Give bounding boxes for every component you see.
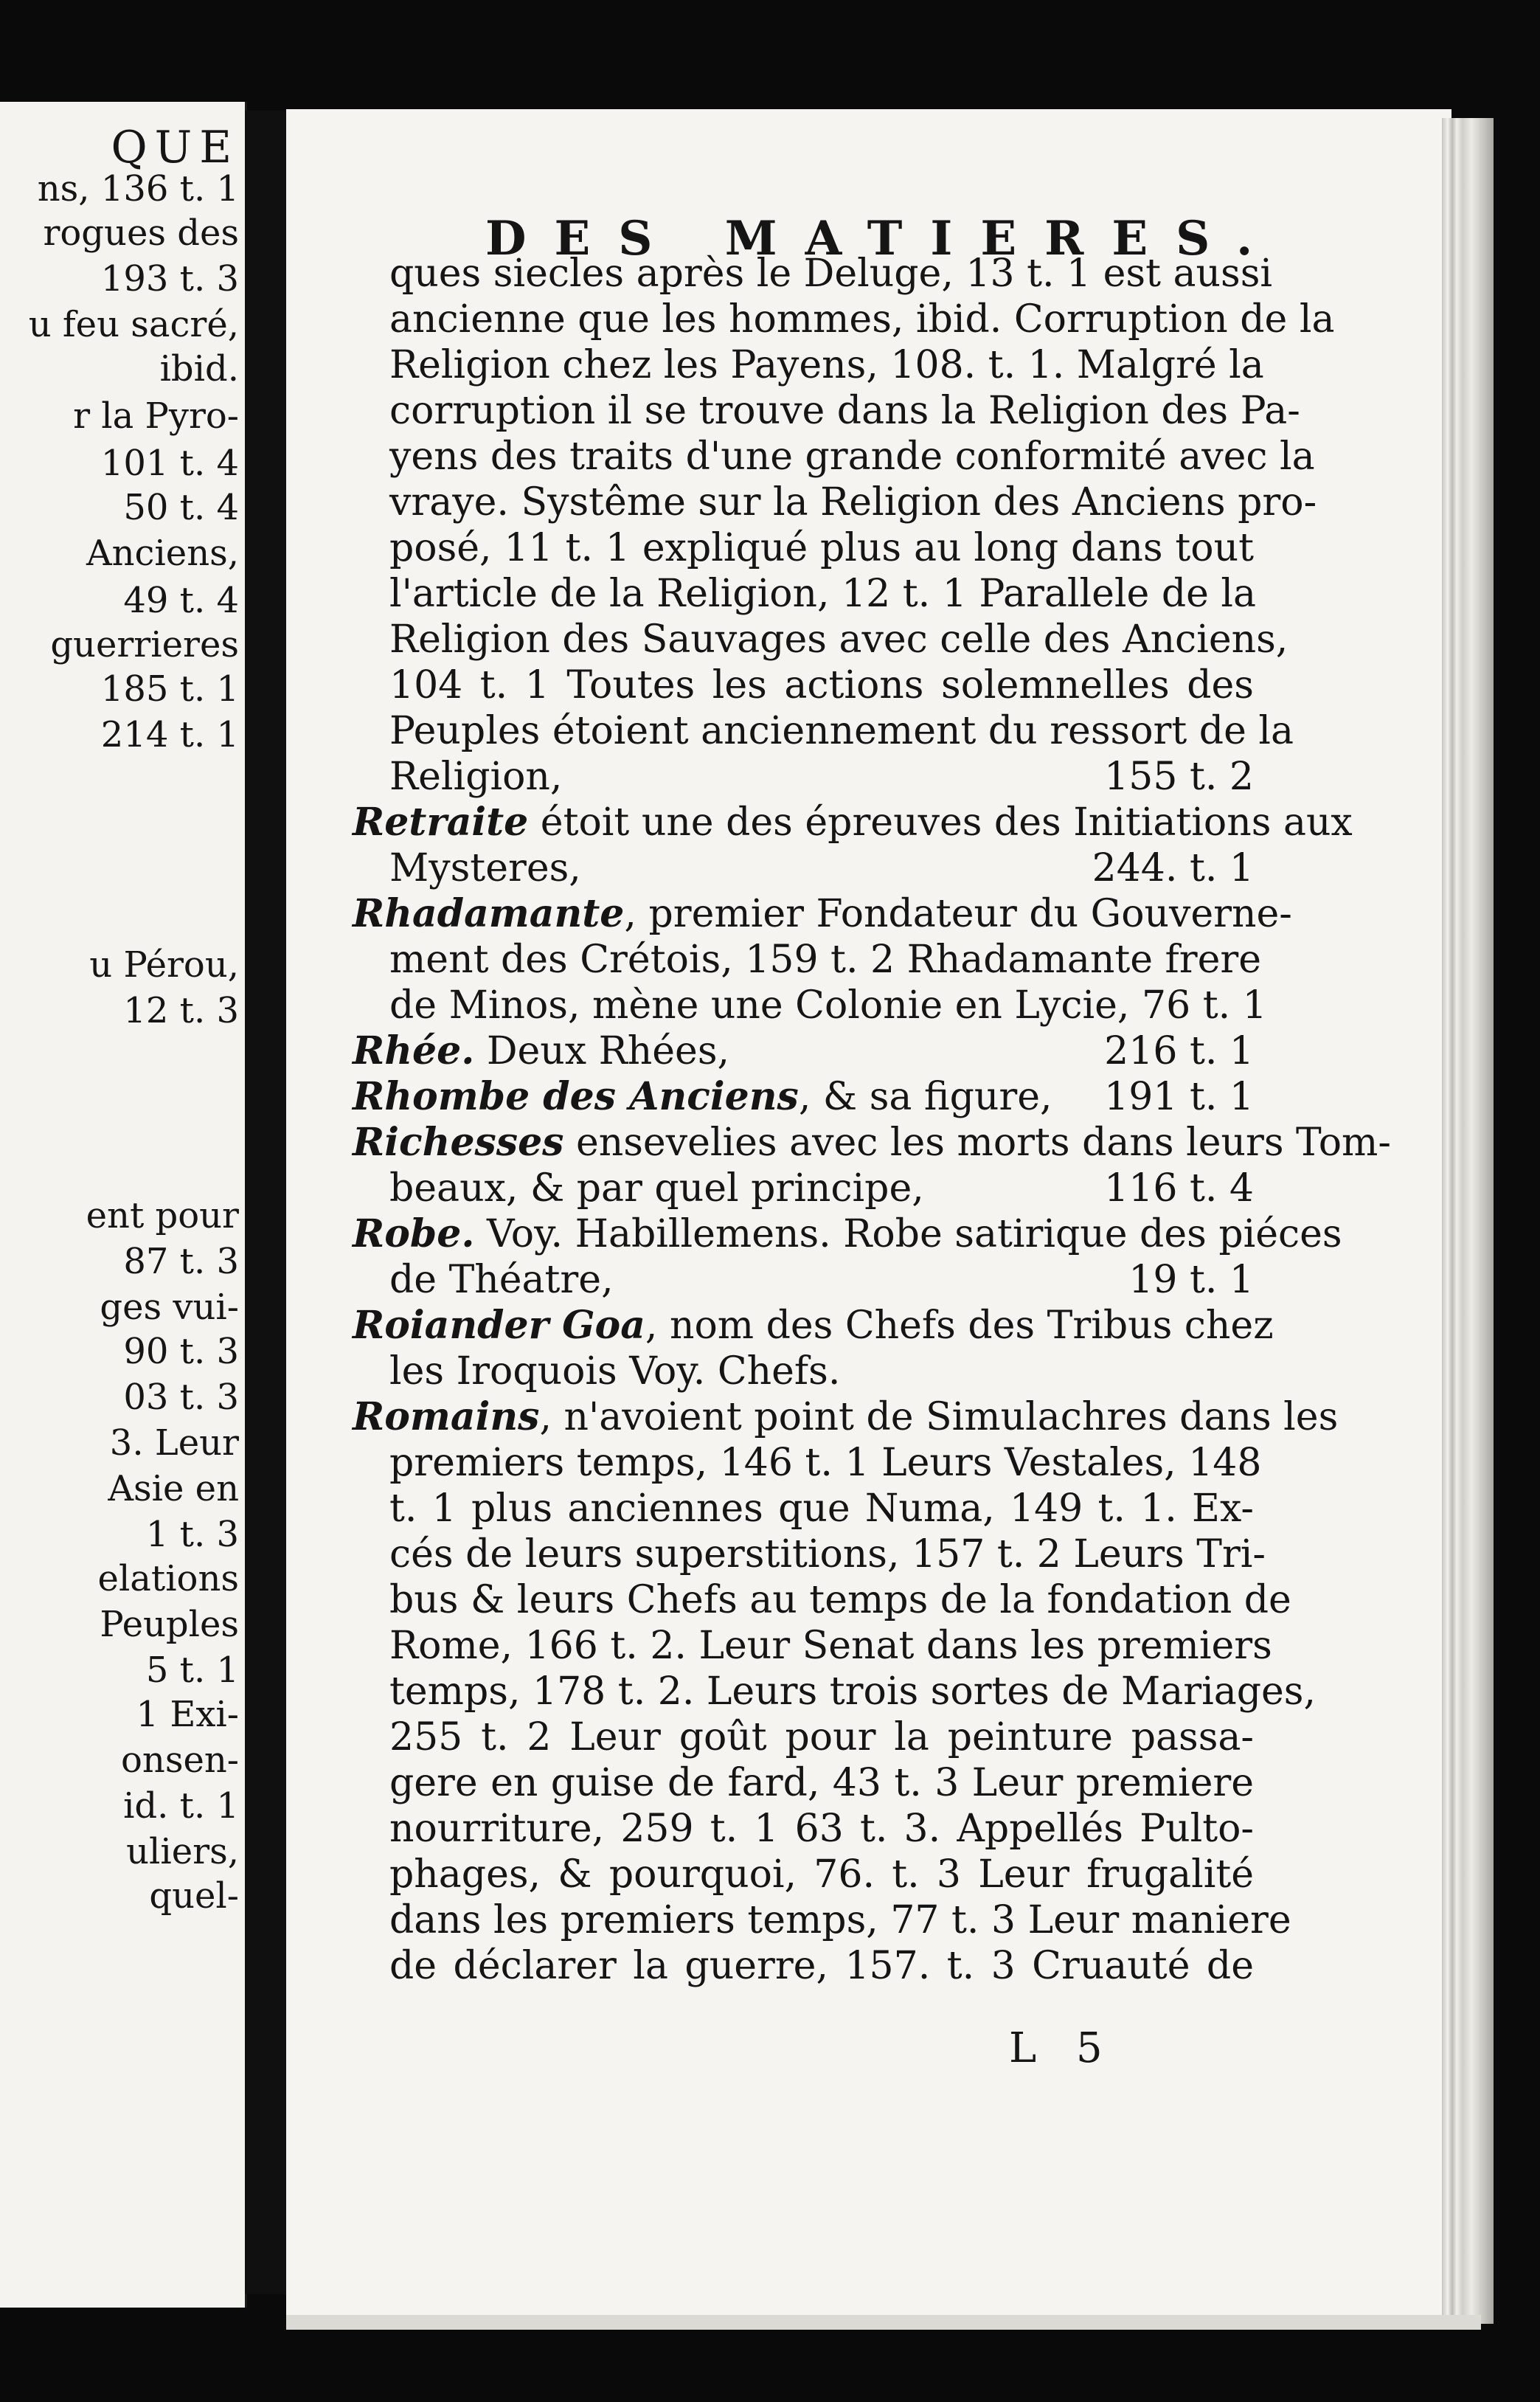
index-line-text: Rome, 166 t. 2. Leur Senat dans les premiers xyxy=(389,1624,1272,1668)
index-page-reference: 116 t. 4 xyxy=(1104,1166,1254,1211)
left-page-fragment: 1 Exi- xyxy=(136,1694,239,1735)
index-line-text: ancienne que les hommes, ibid. Corruption de la xyxy=(389,297,1335,342)
index-line xyxy=(353,662,1254,708)
index-line xyxy=(353,1852,1254,1897)
index-line-text: phages, & pourquoi, 76. t. 3 Leur frugalité xyxy=(389,1852,1254,1897)
index-line xyxy=(353,983,1267,1028)
index-line-text: étoit une des épreuves des Initiations aux xyxy=(528,800,1353,845)
index-headword: Richesses xyxy=(353,1120,564,1165)
left-page-fragment: 12 t. 3 xyxy=(123,990,239,1031)
index-line-text: Religion chez les Payens, 108. t. 1. Malgré la xyxy=(389,343,1264,387)
page-edges xyxy=(1442,118,1494,2324)
index-line-text: ment des Crétois, 159 t. 2 Rhadamante frere xyxy=(389,938,1262,982)
left-page-fragment: 214 t. 1 xyxy=(100,714,239,755)
index-line-text: nourriture, 259 t. 1 63 t. 3. Appellés Pulto- xyxy=(389,1807,1254,1851)
index-line-text: Voy. Habillemens. Robe satirique des piéces xyxy=(474,1212,1342,1256)
left-page-fragment: ent pour xyxy=(86,1195,239,1236)
left-page-fragment: u Pérou, xyxy=(89,944,239,986)
index-line xyxy=(353,800,1353,845)
index-line xyxy=(353,1166,1254,1211)
index-line-text: vraye. Systême sur la Religion des Anciens pro- xyxy=(389,480,1317,525)
left-page-fragment: r la Pyro- xyxy=(73,395,239,437)
page-bottom-edge xyxy=(286,2315,1481,2330)
left-page-fragment: 1 t. 3 xyxy=(145,1514,239,1555)
index-line-text: de déclarer la guerre, 157. t. 3 Cruauté de xyxy=(389,1944,1254,1988)
index-line xyxy=(353,1303,1274,1349)
index-line-left: , & sa figure, xyxy=(798,1075,1052,1119)
left-page-fragment: ges vui- xyxy=(100,1287,239,1328)
index-line-text: yens des traits d'une grande conformité avec la xyxy=(389,435,1315,479)
index-line-left: Religion, xyxy=(389,755,563,799)
index-line-text: de Minos, mène une Colonie en Lycie, 76 t. 1 xyxy=(389,983,1267,1028)
index-line-text: ques siecles après le Deluge, 13 t. 1 est aussi xyxy=(389,252,1273,296)
left-page-fragment: 101 t. 4 xyxy=(100,443,239,484)
index-line-text xyxy=(389,845,581,891)
left-page-fragment: rogues des xyxy=(43,212,239,254)
left-page-fragment: onsen- xyxy=(121,1740,239,1781)
index-page-reference: 216 t. 1 xyxy=(1104,1029,1254,1073)
index-line xyxy=(353,525,1254,571)
index-line-left: beaux, & par quel principe, xyxy=(389,1166,924,1211)
index-line xyxy=(353,891,1292,937)
index-line xyxy=(353,1943,1254,1989)
index-line-text: , nom des Chefs des Tribus chez xyxy=(645,1304,1274,1348)
index-headword: Rhée. xyxy=(353,1028,475,1073)
index-headword: Roiander Goa xyxy=(353,1303,645,1348)
left-page-fragment: 185 t. 1 xyxy=(100,668,239,710)
index-headword: Robe. xyxy=(353,1211,475,1256)
left-page-fragment: QUE xyxy=(111,122,239,173)
index-line xyxy=(353,297,1335,342)
index-line xyxy=(353,1531,1266,1577)
index-line-text xyxy=(389,754,562,800)
left-page-fragment: 5 t. 1 xyxy=(145,1650,239,1691)
book-gutter xyxy=(245,111,289,2294)
index-line xyxy=(353,708,1294,754)
left-page-fragment: 87 t. 3 xyxy=(123,1241,239,1282)
signature-mark: L 5 xyxy=(1009,2024,1116,2072)
index-line xyxy=(353,1577,1291,1623)
left-page-fragment: quel- xyxy=(149,1875,239,1917)
left-page-fragment: 193 t. 3 xyxy=(100,258,239,300)
index-entries xyxy=(353,251,1391,1989)
index-line xyxy=(353,571,1257,617)
index-line-text: 255 t. 2 Leur goût pour la peinture passa- xyxy=(389,1715,1254,1759)
index-line-text: t. 1 plus anciennes que Numa, 149 t. 1. Ex- xyxy=(389,1486,1254,1531)
index-line-text xyxy=(389,1166,924,1211)
index-line-left: de Théatre, xyxy=(389,1258,614,1302)
index-line xyxy=(353,1440,1262,1486)
index-line xyxy=(353,1623,1272,1669)
index-page-reference: 244. t. 1 xyxy=(1092,846,1254,890)
index-line xyxy=(353,1074,1254,1120)
index-line-text: gere en guise de fard, 43 t. 3 Leur premiere xyxy=(389,1761,1254,1805)
index-line-text: corruption il se trouve dans la Religion des Pa- xyxy=(389,389,1300,433)
index-line xyxy=(353,251,1273,297)
index-line-text: Religion des Sauvages avec celle des Anciens, xyxy=(389,617,1288,662)
index-line xyxy=(353,1028,1254,1074)
left-facing-page xyxy=(0,102,247,2308)
left-page-fragment: u feu sacré, xyxy=(28,304,239,345)
index-line-text: 104 t. 1 Toutes les actions solemnelles des xyxy=(389,663,1254,707)
index-line-text xyxy=(353,1028,729,1074)
index-line xyxy=(353,1120,1391,1166)
index-line xyxy=(353,754,1254,800)
index-headword: Retraite xyxy=(353,800,529,845)
index-line xyxy=(353,1760,1254,1806)
index-line-text: Peuples étoient anciennement du ressort de la xyxy=(389,709,1294,753)
left-page-fragment: 90 t. 3 xyxy=(123,1331,239,1372)
index-page-reference: 155 t. 2 xyxy=(1104,755,1254,799)
left-page-fragment: 3. Leur xyxy=(109,1422,239,1464)
index-line xyxy=(353,1349,1254,1394)
left-page-fragment: ibid. xyxy=(159,348,239,390)
left-page-fragment: uliers, xyxy=(126,1831,239,1872)
index-line xyxy=(353,1806,1254,1852)
index-line-text: l'article de la Religion, 12 t. 1 Parallele de la xyxy=(389,572,1257,616)
index-line xyxy=(353,1211,1342,1257)
running-header: DES MATIERES. xyxy=(485,211,1281,266)
left-page-fragment: guerrieres xyxy=(50,624,239,665)
index-line-left: Deux Rhées, xyxy=(474,1029,730,1073)
index-line xyxy=(353,845,1254,891)
index-line-text: , n'avoient point de Simulachres dans les xyxy=(539,1395,1339,1439)
index-page-reference: 191 t. 1 xyxy=(1104,1075,1254,1119)
index-line xyxy=(353,480,1317,525)
index-line-text: ensevelies avec les morts dans leurs Tom- xyxy=(563,1121,1391,1165)
index-line xyxy=(353,617,1288,662)
index-line xyxy=(353,1714,1254,1760)
index-line-text: bus & leurs Chefs au temps de la fondation de xyxy=(389,1578,1291,1622)
index-line-text xyxy=(353,1074,1052,1120)
index-line-left: Mysteres, xyxy=(389,846,581,890)
left-page-fragment: Peuples xyxy=(100,1604,239,1645)
index-line xyxy=(353,937,1262,983)
index-headword: Romains xyxy=(353,1394,540,1439)
index-page-reference: 19 t. 1 xyxy=(1128,1258,1254,1302)
left-page-fragment: id. t. 1 xyxy=(123,1785,239,1827)
index-headword: Rhombe des Anciens xyxy=(353,1074,799,1119)
index-line-text xyxy=(389,1257,614,1303)
index-line xyxy=(353,342,1264,388)
index-line-text: premiers temps, 146 t. 1 Leurs Vestales, 148 xyxy=(389,1441,1262,1485)
index-line-text: posé, 11 t. 1 expliqué plus au long dans tout xyxy=(389,526,1254,570)
index-line xyxy=(353,1486,1254,1531)
left-page-fragment: elations xyxy=(97,1558,239,1599)
index-line xyxy=(353,1257,1254,1303)
left-page-fragment: 03 t. 3 xyxy=(123,1377,239,1418)
index-line xyxy=(353,1897,1291,1943)
index-line-text: dans les premiers temps, 77 t. 3 Leur maniere xyxy=(389,1898,1291,1942)
index-line-text: cés de leurs superstitions, 157 t. 2 Leurs Tri- xyxy=(389,1532,1266,1576)
index-line xyxy=(353,1394,1339,1440)
left-page-fragment: 49 t. 4 xyxy=(123,580,239,621)
left-page-fragment: Asie en xyxy=(108,1468,239,1509)
left-page-fragment: Anciens, xyxy=(86,533,239,574)
index-line xyxy=(353,1669,1316,1714)
left-page-fragment: 50 t. 4 xyxy=(123,487,239,528)
index-line-text: les Iroquois Voy. Chefs. xyxy=(389,1349,841,1394)
index-line-text: , premier Fondateur du Gouverne- xyxy=(624,892,1292,936)
index-headword: Rhadamante xyxy=(353,891,625,936)
index-line-text: temps, 178 t. 2. Leurs trois sortes de Mariages, xyxy=(389,1669,1316,1714)
left-page-fragment: ns, 136 t. 1 xyxy=(37,168,239,210)
index-line xyxy=(353,434,1315,480)
index-line xyxy=(353,388,1300,434)
